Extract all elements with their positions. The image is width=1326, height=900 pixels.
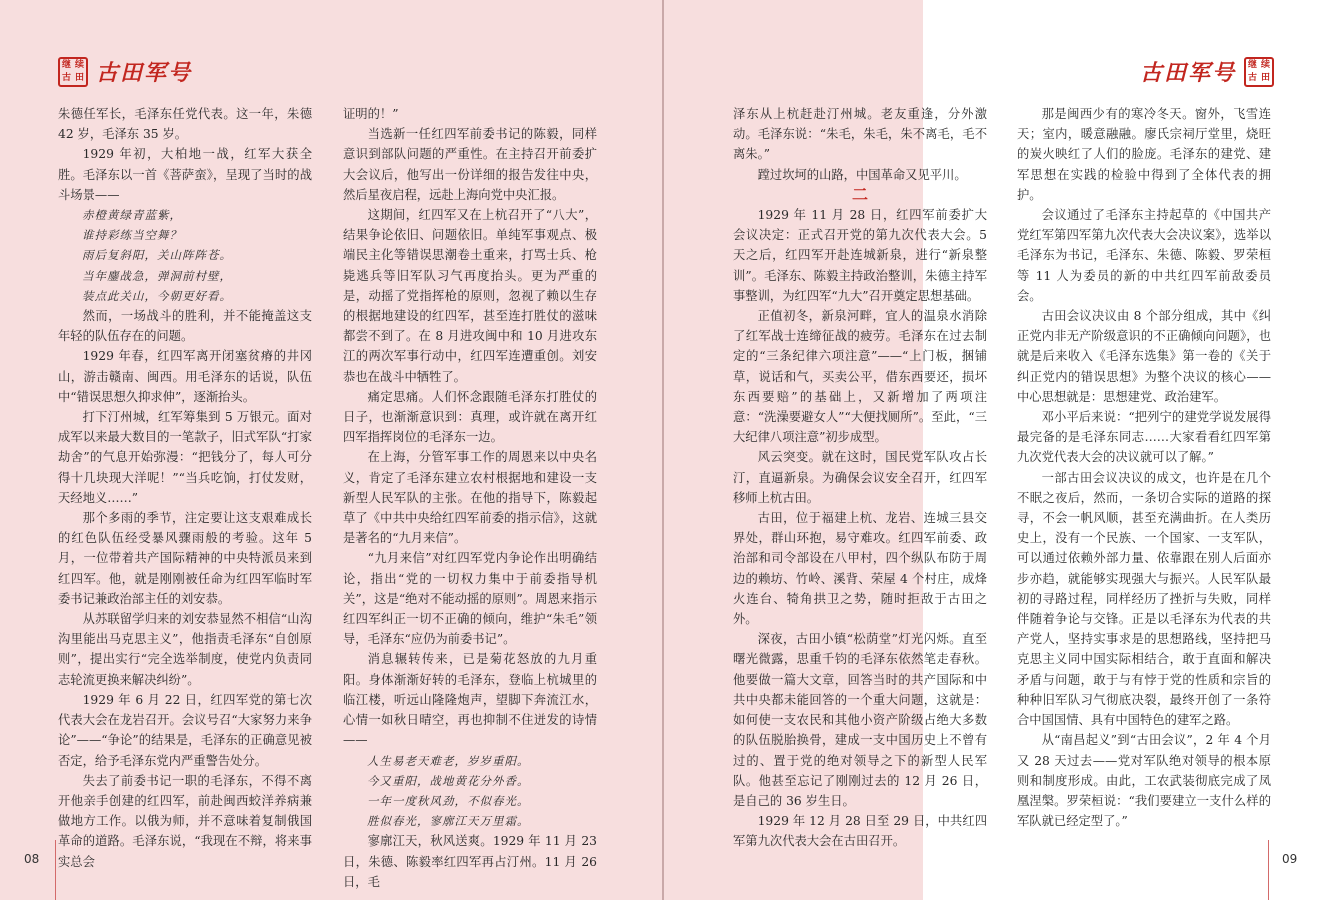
paragraph: 这期间，红四军又在上杭召开了“八大”，结果争论依旧、问题依旧。单纯军事观点、极端民主化等错误思潮卷土重来，打骂士兵、枪毙逃兵等旧军队习气再度抬头。更为严重的是，动摇了党指挥枪的原则，忽视了赖以生存的根据地建设的红四军，甚至连打胜仗的滋味都尝不到了。在 8 月进攻闽中和 10 月进攻东江的两次军事行动中，红四军连遭重创。刘安恭也在战斗中牺牲了。 xyxy=(343,208,597,384)
section-heading: 二 xyxy=(851,184,868,204)
paragraph: 那个多雨的季节，注定要让这支艰难成长的红色队伍经受暴风骤雨般的考验。这年 5 月，一位带着共产国际精神的中央特派员来到红四军。他，就是刚刚被任命为红四军临时军委书记兼政治部主任的刘安恭。 xyxy=(58,511,312,606)
paragraph-continued: 泽东从上杭赶赴汀州城。老友重逢，分外激动。毛泽东说：“朱毛，朱毛，朱不离毛，毛不离朱。” xyxy=(733,107,987,162)
text-column-2 xyxy=(343,104,597,892)
page-edge-rule-right xyxy=(1268,840,1269,900)
page-edge-rule-left xyxy=(55,840,56,900)
paragraph-continued: 证明的！” xyxy=(343,107,399,121)
paragraph: “九月来信”对红四军党内争论作出明确结论，指出“党的一切权力集中于前委指导机关”，这是“绝对不能动摇的原则”。周恩来指示红四军纠正一切不正确的倾向，维护“朱毛”领导，毛泽东“应仍为前委书记”。 xyxy=(343,551,597,647)
page-number-right: 09 xyxy=(1282,852,1298,866)
poem-line: 装点此关山，今朝更好看。 xyxy=(82,288,232,303)
poem-line: 今又重阳，战地黄花分外香。 xyxy=(367,773,530,788)
paragraph: 消息辗转传来，已是菊花怒放的九月重阳。身体渐渐好转的毛泽东，登临上杭城里的临江楼，听远山隆隆炮声，望脚下奔流江水，心情一如秋日晴空，再也抑制不住迸发的诗情—— xyxy=(343,652,597,748)
poem-line: 胜似春光，寥廓江天万里霜。 xyxy=(367,814,530,829)
logo-text: 古田军号 xyxy=(1140,61,1237,86)
poem-line: 人生易老天难老，岁岁重阳。 xyxy=(367,753,530,768)
text-column-4 xyxy=(1017,104,1271,831)
paragraph: 蹚过坎坷的山路，中国革命又见平川。 xyxy=(757,167,967,182)
text-column-3 xyxy=(733,104,987,852)
paragraph: 会议通过了毛泽东主持起草的《中国共产党红军第四军第九次代表大会决议案》，选举以毛泽东为书记，毛泽东、朱德、陈毅、罗荣桓等 11 人为委员的新的中共红四军前敌委员会。 xyxy=(1017,208,1271,303)
seal-stamp-icon: 继 续 古 田 xyxy=(58,57,88,87)
poem-line: 赤橙黄绿青蓝紫， xyxy=(82,208,182,223)
logo-text: 古田军号 xyxy=(96,61,193,86)
paragraph: 一部古田会议决议的成文，也许是在几个不眠之夜后，然而，一条切合实际的道路的探寻，不会一帆风顺，甚至充满曲折。在人类历史上，没有一个民族、一个国家、一支军队，可以通过依赖外部力量、依靠跟在别人后面亦步亦趋，就能够实现强大与振兴。人民军队最初的寻路过程，同样经历了挫折与失败，同样伴随着争论与交锋。正是以毛泽东为代表的共产党人，坚持实事求是的思想路线，坚持把马克思主义同中国实际相结合，敢于直面和解决矛盾与问题，敢于与有悖于党的性质和宗旨的种种旧军队习气彻底决裂，最终开创了一条符合中国国情、具有中国特色的建军之路。 xyxy=(1017,470,1271,728)
paragraph: 风云突变。就在这时，国民党军队攻占长汀，直逼新泉。为确保会议安全召开，红四军移师上杭古田。 xyxy=(733,450,987,505)
paragraph: 1929 年 11 月 28 日，红四军前委扩大会议决定：正式召开党的第九次代表大会。5 天之后，红四军开赴连城新泉，进行“新泉整训”。毛泽东、陈毅主持政治整训，朱德主持军事整训，为红四军“九大”召开奠定思想基础。 xyxy=(733,208,987,303)
paragraph-continued: 朱德任军长，毛泽东任党代表。这一年，朱德 42 岁，毛泽东 35 岁。 xyxy=(58,107,312,142)
paragraph: 在上海，分管军事工作的周恩来以中央名义，肯定了毛泽东建立农村根据地和建设一支新型人民军队的主张。在他的指导下，陈毅起草了《中共中央给红四军前委的指示信》，这就是著名的“九月来信”。 xyxy=(343,450,597,546)
paragraph: 正值初冬，新泉河畔，宜人的温泉水消除了红军战士连缔征战的疲劳。毛泽东在过去制定的“三条纪律六项注意”——“上门板，捆铺草，说话和气，买卖公平，借东西要还，损坏东西要赔”的基础上，又新增加了两项注意：“洗澡要避女人”“大便找厕所”。至此，“三大纪律八项注意”初步成型。 xyxy=(733,309,987,445)
paragraph: 古田会议决议由 8 个部分组成，其中《纠正党内非无产阶级意识的不正确倾向问题》，也就是后来收入《毛泽东选集》第一卷的《关于纠正党内的错误思想》为整个决议的核心——中心思想就是：思想建党、政治建军。 xyxy=(1017,309,1271,404)
paragraph: 深夜，古田小镇“松荫堂”灯光闪烁。直至曙光微露，思重千钧的毛泽东依然笔走春秋。他要做一篇大文章，回答当时的共产国际和中共中央都未能回答的一个重大问题，这就是：如何使一支农民和其他小资产阶级占绝大多数的队伍脱胎换骨，建成一支中国历史上不曾有过的、置于党的绝对领导之下的新型人民军队。他甚至忘记了刚刚过去的 12 月 26 日，是自己的 36 岁生日。 xyxy=(733,632,987,808)
paragraph: 打下汀州城，红军筹集到 5 万银元。面对成军以来最大数目的一笔款子，旧式军队“打家劫舍”的气息开始弥漫：“把钱分了，每人可分得十几块现大洋呢！”“当兵吃饷，打仗发财，天经地义……” xyxy=(58,410,312,505)
paragraph: 那是闽西少有的寒冷冬天。窗外，飞雪连天；室内，暖意融融。廖氏宗祠厅堂里，烧旺的炭火映红了人们的脸庞。毛泽东的建党、建军思想在实践的检验中得到了全体代表的拥护。 xyxy=(1017,107,1271,202)
poem-line: 谁持彩练当空舞？ xyxy=(82,228,182,243)
paragraph: 从苏联留学归来的刘安恭显然不相信“山沟沟里能出马克思主义”，他指责毛泽东“自创原则”，提出实行“完全选举制度，使党内负责同志轮流更换来解决纠纷”。 xyxy=(58,612,312,687)
poem-line: 雨后复斜阳，关山阵阵苍。 xyxy=(82,248,232,263)
paragraph: 寥廓江天，秋风送爽。1929 年 11 月 23 日，朱德、陈毅率红四军再占汀州。11 月 26 日，毛 xyxy=(343,834,597,889)
paragraph: 然而，一场战斗的胜利，并不能掩盖这支年轻的队伍存在的问题。 xyxy=(58,309,312,344)
header-logo-right xyxy=(1140,56,1274,87)
seal-stamp-icon: 继 续 古 田 xyxy=(1244,57,1274,87)
paragraph: 邓小平后来说：“把列宁的建党学说发展得最完备的是毛泽东同志……大家看看红四军第九次党代表大会的决议就可以了解。” xyxy=(1017,410,1271,465)
poem-line: 一年一度秋风劲，不似春光。 xyxy=(367,793,530,808)
paragraph: 1929 年 6 月 22 日，红四军党的第七次代表大会在龙岩召开。会议号召“大家努力来争论”——“争论”的结果是，毛泽东的正确意见被否定，给予毛泽东党内严重警告处分。 xyxy=(58,692,312,768)
paragraph: 当选新一任红四军前委书记的陈毅，同样意识到部队问题的严重性。在主持召开前委扩大会议后，他写出一份详细的报告发往中央，然后星夜启程，远赴上海向党中央汇报。 xyxy=(343,127,597,202)
paragraph: 1929 年春，红四军离开闭塞贫瘠的井冈山，游击赣南、闽西。用毛泽东的话说，队伍中“错误思想久抑求伸”，逐渐抬头。 xyxy=(58,349,312,404)
paragraph: 1929 年 12 月 28 日至 29 日，中共红四军第九次代表大会在古田召开。 xyxy=(733,814,987,849)
poem-line: 当年鏖战急，弹洞前村壁， xyxy=(82,268,232,283)
paragraph: 古田，位于福建上杭、龙岩、连城三县交界处，群山环抱，易守难攻。红四军前委、政治部和司令部设在八甲村，四个纵队布防于周边的赖坊、竹岭、溪背、荣屋 4 个村庄，成烽火连台、犄角拱卫之势，随时拒敌于古田之外。 xyxy=(733,511,987,627)
paragraph: 1929 年初，大柏地一战，红军大获全胜。毛泽东以一首《菩萨蛮》，呈现了当时的战斗场景—— xyxy=(58,147,312,202)
book-spine xyxy=(662,0,664,900)
header-logo-left xyxy=(58,56,192,87)
page-number-left: 08 xyxy=(24,852,40,866)
paragraph: 失去了前委书记一职的毛泽东，不得不离开他亲手创建的红四军，前赴闽西蛟洋养病兼做地方工作。以俄为师，并不意味着复制俄国革命的道路。毛泽东说，“我现在不辩，将来事实总会 xyxy=(58,773,312,869)
text-column-1 xyxy=(58,104,312,872)
paragraph: 痛定思痛。人们怀念跟随毛泽东打胜仗的日子，也渐渐意识到：真理，或许就在离开红四军指挥岗位的毛泽东一边。 xyxy=(343,389,597,445)
paragraph: 从“南昌起义”到“古田会议”，2 年 4 个月又 28 天过去——党对军队绝对领导的根本原则和制度形成。由此，工农武装彻底完成了凤凰涅槃。罗荣桓说：“我们要建立一支什么样的军队就已经定型了。” xyxy=(1017,733,1271,829)
